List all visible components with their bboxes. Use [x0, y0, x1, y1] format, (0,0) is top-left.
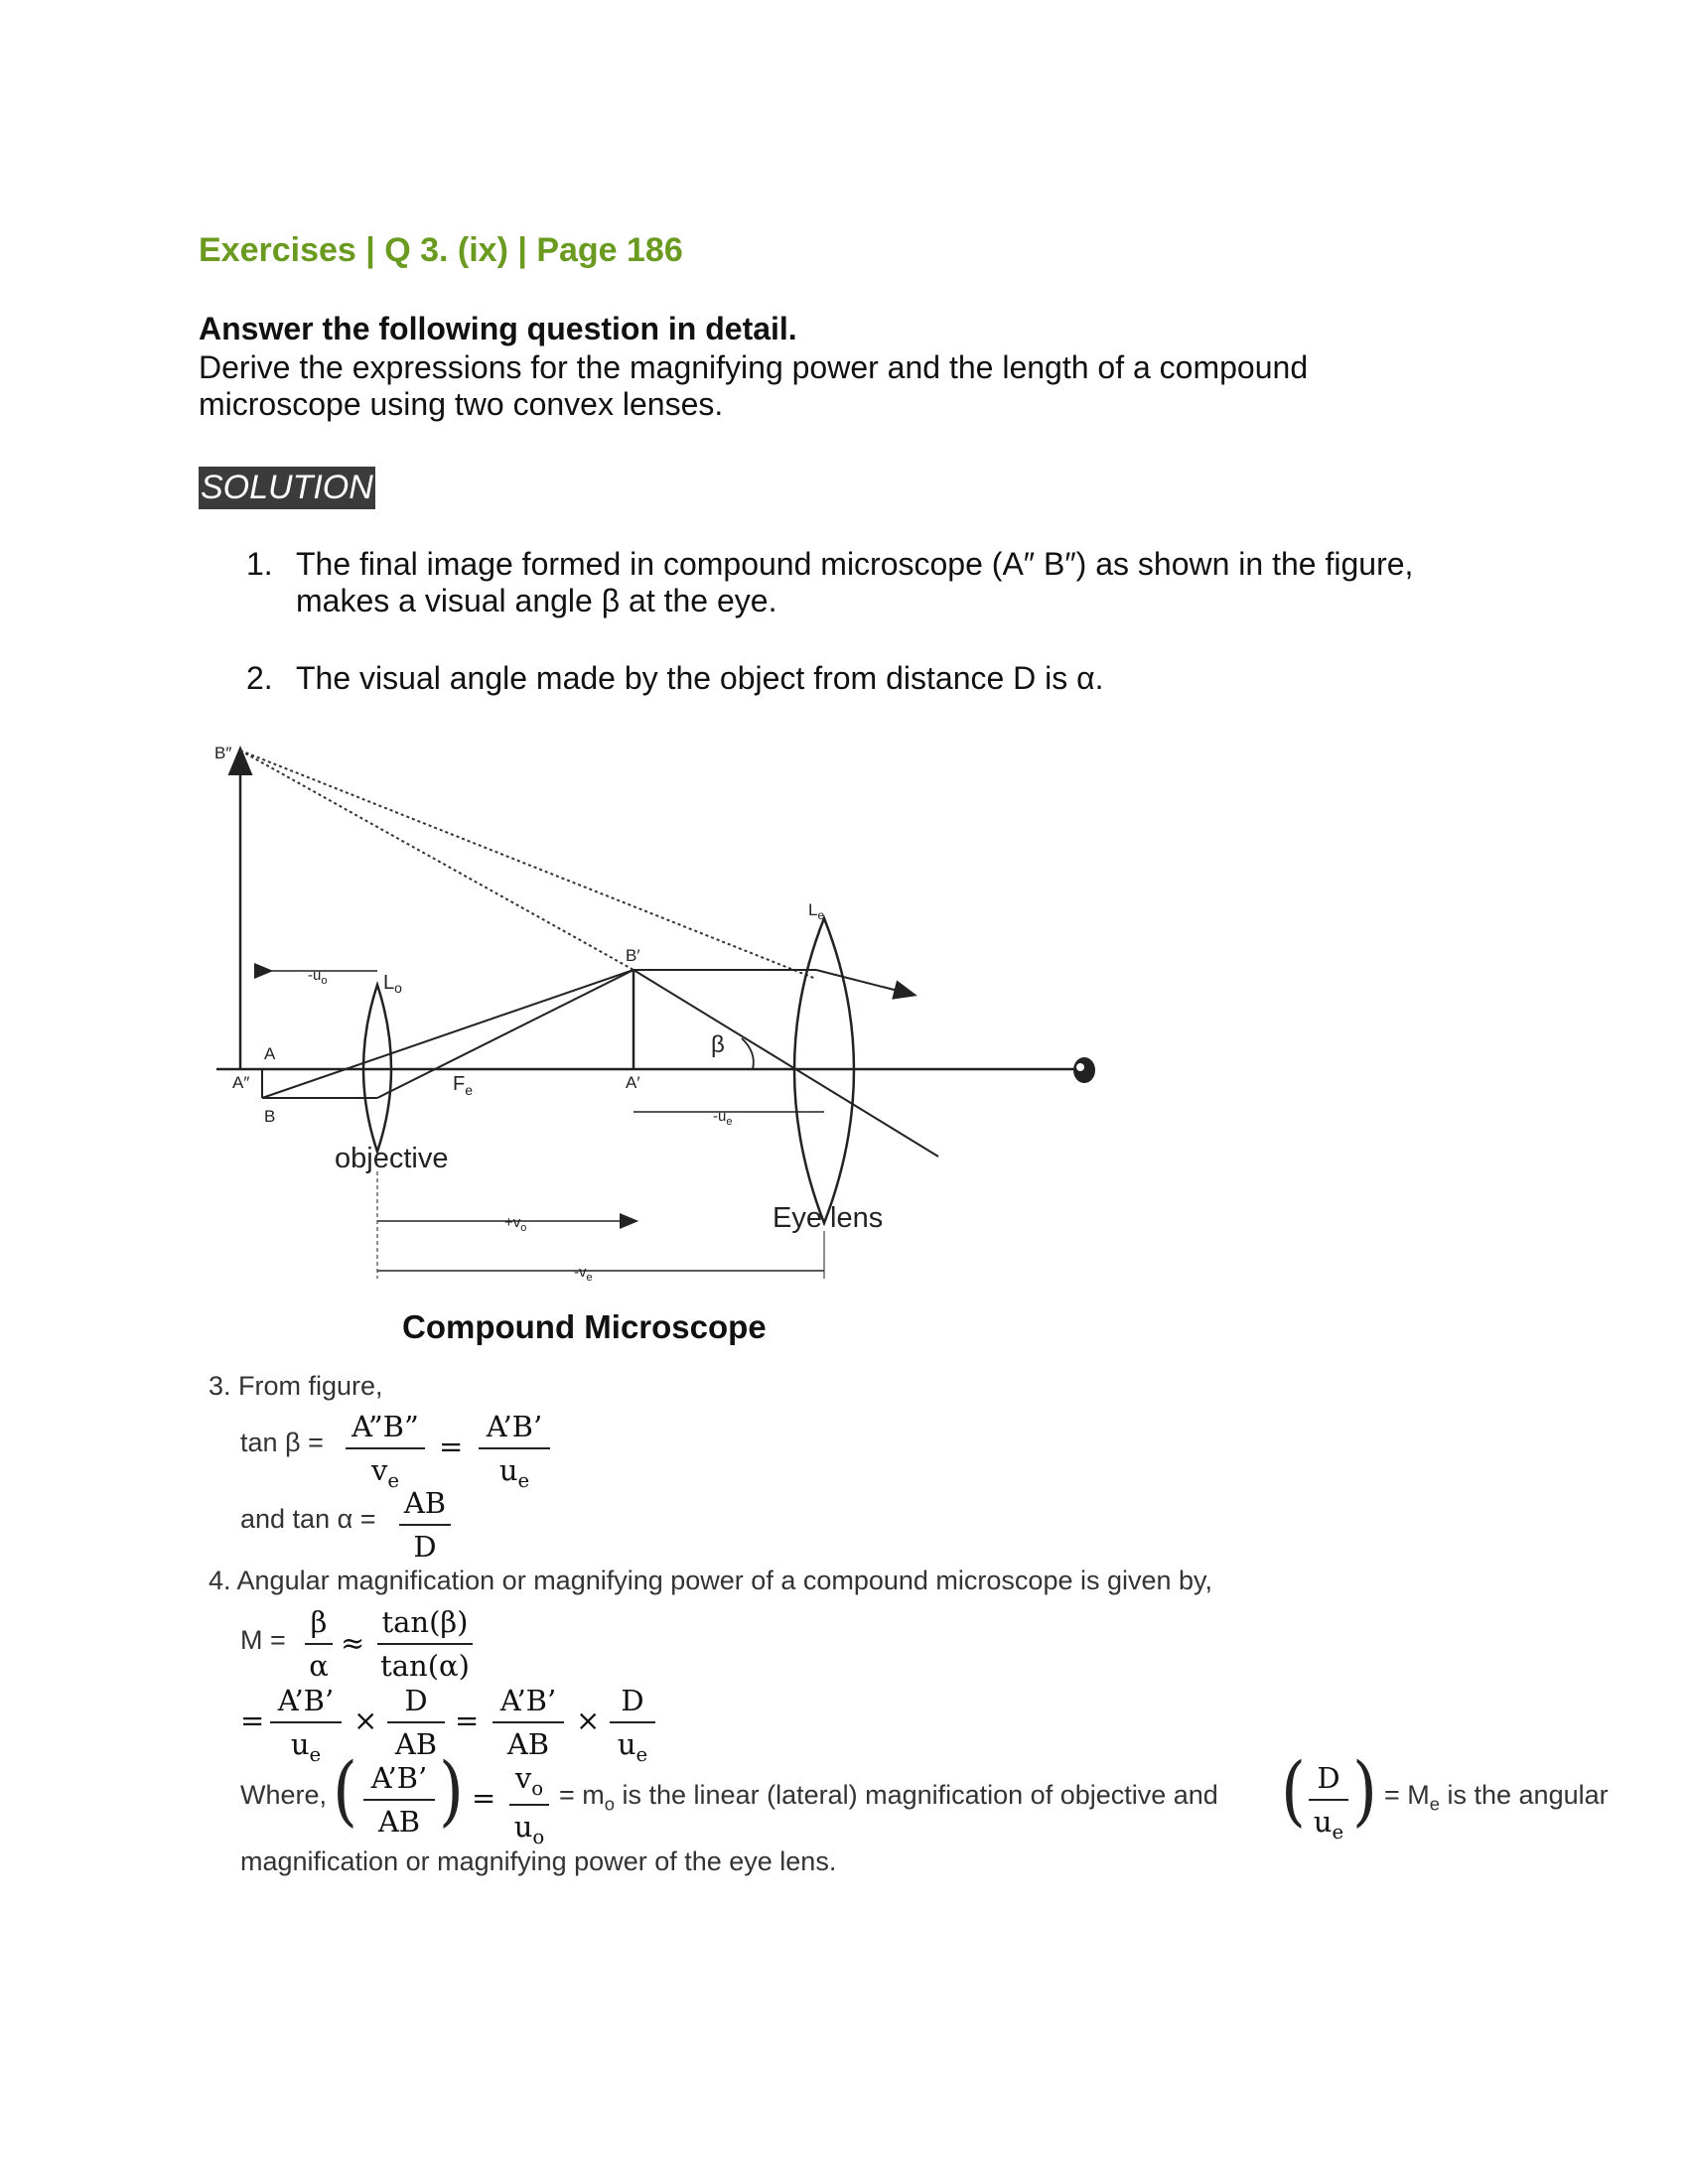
m-equals-label: M =: [240, 1625, 286, 1655]
right-paren: ): [1352, 1747, 1377, 1837]
times-sign: ×: [353, 1704, 378, 1737]
fraction: A’B’ $u_e$: [270, 1684, 342, 1766]
label-b: B: [264, 1107, 276, 1126]
fraction: A’B’ AB: [363, 1761, 435, 1839]
question-text: Derive the expressions for the magnifying power and the length of a compound microscope using two convex lenses.: [199, 349, 1309, 422]
label-le: $L_e$: [808, 900, 825, 922]
ray-refracted: [377, 970, 633, 1098]
virtual-ray-2: [240, 751, 633, 970]
list-item-1: [246, 546, 1497, 625]
eye-lens: [794, 918, 854, 1223]
label-fe: $F_e$: [453, 1073, 474, 1098]
fraction: tan(β) tan(α): [377, 1605, 473, 1683]
fraction: A’B’ AB: [492, 1684, 564, 1761]
solution-label: SOLUTION: [199, 467, 375, 509]
label-a-double-prime: A″: [232, 1073, 250, 1092]
question-heading: Answer the following question in detail.: [199, 311, 797, 346]
ray-emergent-1: [816, 970, 914, 995]
me-definition: = $M_e$ is the angular: [1384, 1780, 1609, 1815]
figure-caption: Compound Microscope: [402, 1308, 767, 1345]
where-label: Where,: [240, 1780, 328, 1810]
label-b-double-prime: B″: [214, 744, 232, 762]
fraction: D AB: [387, 1684, 445, 1761]
label-beta: β: [711, 1031, 725, 1058]
fraction: A”B” $v_e$: [346, 1410, 425, 1492]
right-paren: ): [439, 1747, 464, 1837]
approx-sign: ≈: [341, 1626, 365, 1660]
equals-sign: =: [455, 1704, 480, 1737]
fraction: A’B’ $u_e$: [479, 1410, 550, 1492]
list-number: 2.: [246, 660, 273, 696]
equals-sign: =: [472, 1781, 496, 1815]
left-paren: (: [1281, 1747, 1306, 1837]
list-text: The visual angle made by the object from distance D is α.: [296, 660, 1104, 696]
label-lo: $L_o$: [383, 972, 402, 996]
virtual-ray-1: [240, 751, 816, 979]
ray-central: [262, 970, 633, 1098]
breadcrumb[interactable]: Exercises | Q 3. (ix) | Page 186: [199, 231, 683, 269]
times-sign: ×: [576, 1704, 601, 1737]
mo-definition: = $m_o$ is the linear (lateral) magnification of objective and: [559, 1780, 1218, 1815]
list-text-line-1: The final image formed in compound microscope (A″ B″) as shown in the figure,: [296, 546, 1414, 582]
fraction: D $u_e$: [1309, 1761, 1348, 1843]
label-a-prime: A′: [626, 1073, 640, 1092]
ray-emergent-2: [633, 970, 938, 1157]
label-b-prime: B′: [626, 946, 640, 965]
label-objective: objective: [335, 1143, 449, 1174]
last-line: magnification or magnifying power of the eye lens.: [240, 1846, 837, 1876]
list-number: 1.: [246, 546, 273, 582]
left-paren: (: [333, 1747, 357, 1837]
list-text-line-2: makes a visual angle β at the eye.: [296, 583, 777, 618]
eye-icon: [1073, 1057, 1095, 1083]
fraction: β α: [305, 1605, 333, 1683]
list-item-2: [246, 660, 1497, 700]
fraction: AB D: [399, 1486, 451, 1564]
equals-sign: =: [240, 1704, 265, 1737]
label-ue: $-u_e$: [713, 1108, 733, 1128]
equals-sign: =: [439, 1430, 464, 1463]
label-eye-lens: Eye lens: [773, 1202, 884, 1234]
tan-beta-label: tan β =: [240, 1428, 324, 1457]
fraction: $v_o$ $u_o$: [509, 1761, 549, 1848]
compound-microscope-diagram: [209, 735, 1142, 1291]
step-4-heading: 4. Angular magnification or magnifying power of a compound microscope is given by,: [209, 1566, 1213, 1595]
step-3-heading: 3. From figure,: [209, 1371, 383, 1401]
label-a: A: [264, 1044, 276, 1063]
label-ve: $-v_e$: [574, 1264, 593, 1284]
label-uo: $-u_o$: [308, 967, 328, 987]
label-vo: $+v_o$: [504, 1214, 527, 1234]
tan-alpha-label: and tan α =: [240, 1504, 376, 1534]
fraction: D $u_e$: [610, 1684, 655, 1766]
